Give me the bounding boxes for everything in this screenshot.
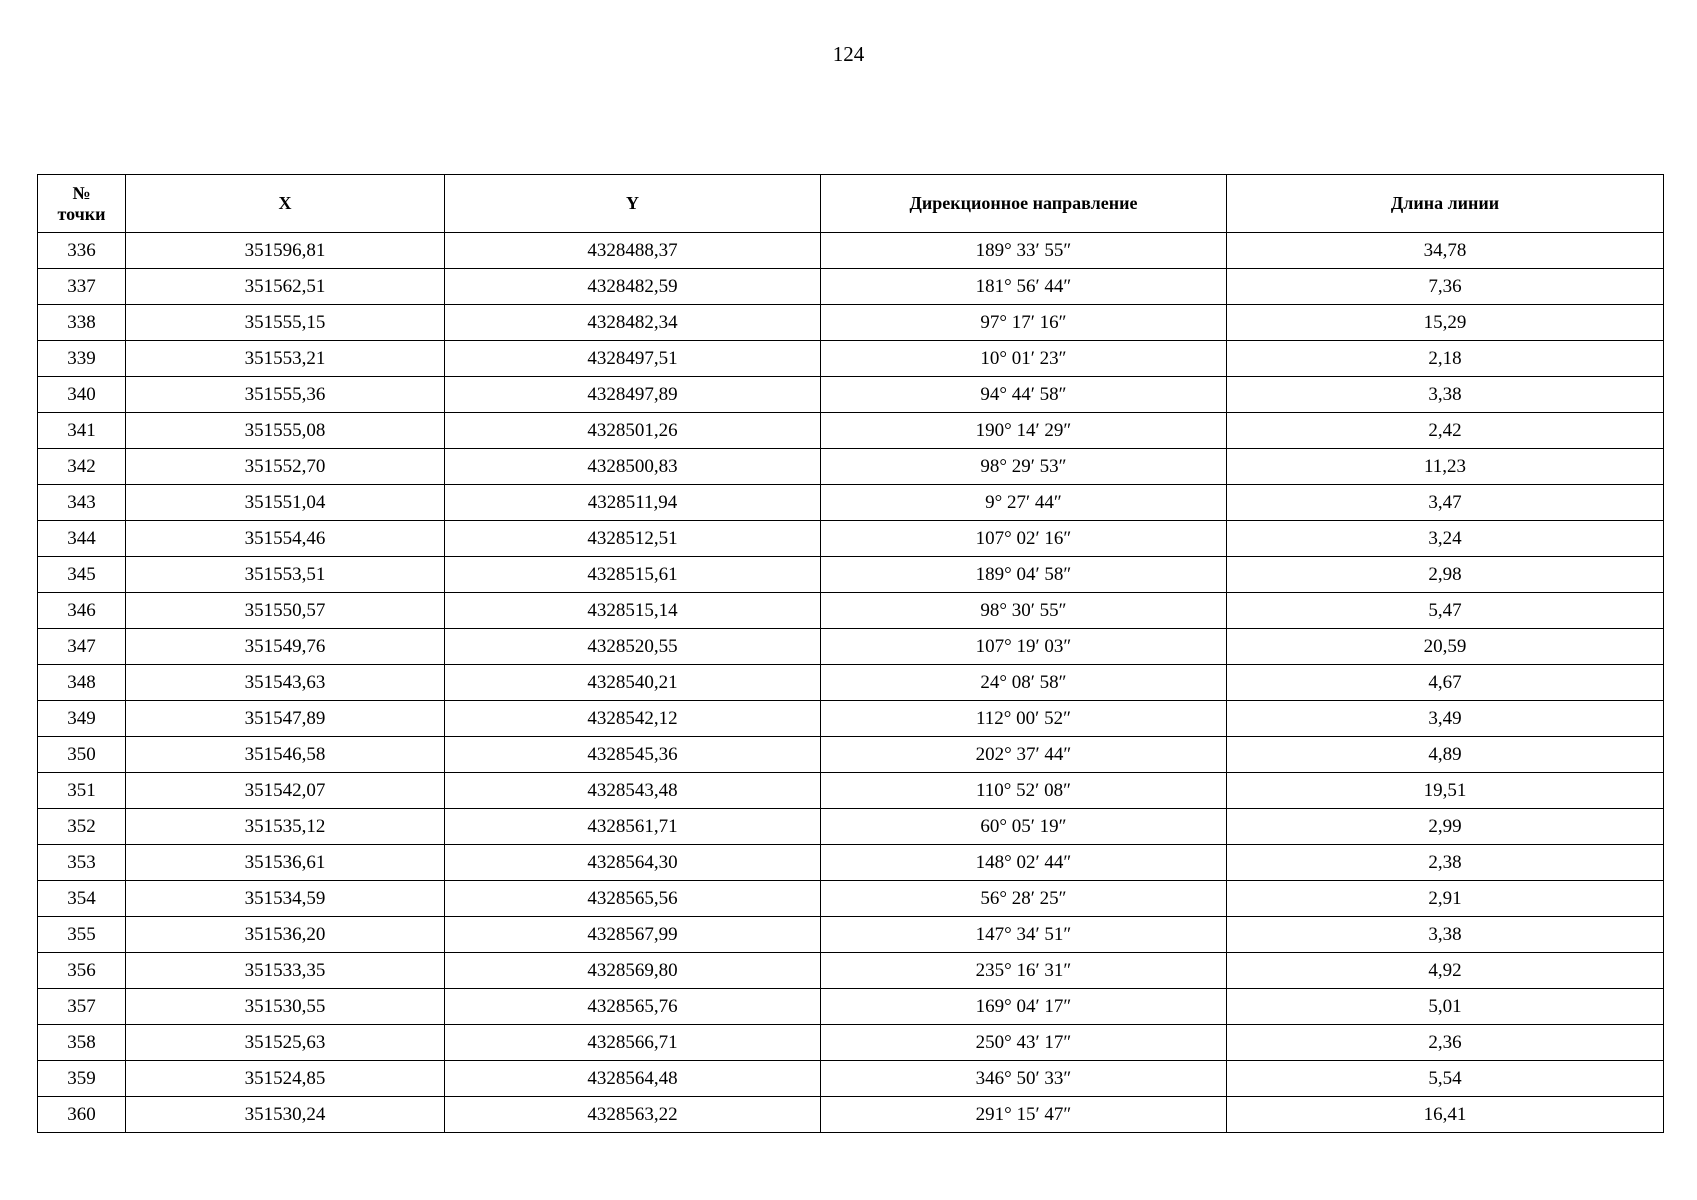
cell-x: 351555,08: [126, 413, 445, 449]
cell-point-number: 355: [38, 917, 126, 953]
cell-x: 351534,59: [126, 881, 445, 917]
cell-y: 4328501,26: [445, 413, 821, 449]
header-direction: Дирекционное направление: [821, 175, 1227, 233]
cell-x: 351555,36: [126, 377, 445, 413]
table-row: [38, 629, 1664, 665]
cell-y: 4328563,22: [445, 1097, 821, 1133]
table-row: [38, 917, 1664, 953]
table-row: [38, 449, 1664, 485]
cell-x: 351547,89: [126, 701, 445, 737]
cell-direction: 98° 29′ 53″: [821, 449, 1227, 485]
cell-x: 351530,55: [126, 989, 445, 1025]
table-row: [38, 233, 1664, 269]
cell-direction: 112° 00′ 52″: [821, 701, 1227, 737]
cell-x: 351530,24: [126, 1097, 445, 1133]
table-row: [38, 809, 1664, 845]
cell-point-number: 360: [38, 1097, 126, 1133]
cell-y: 4328497,89: [445, 377, 821, 413]
cell-length: 2,18: [1227, 341, 1664, 377]
cell-y: 4328540,21: [445, 665, 821, 701]
cell-x: 351542,07: [126, 773, 445, 809]
cell-point-number: 337: [38, 269, 126, 305]
cell-length: 2,98: [1227, 557, 1664, 593]
cell-direction: 94° 44′ 58″: [821, 377, 1227, 413]
cell-length: 2,91: [1227, 881, 1664, 917]
cell-x: 351562,51: [126, 269, 445, 305]
cell-point-number: 342: [38, 449, 126, 485]
cell-x: 351535,12: [126, 809, 445, 845]
cell-direction: 10° 01′ 23″: [821, 341, 1227, 377]
cell-length: 19,51: [1227, 773, 1664, 809]
cell-y: 4328500,83: [445, 449, 821, 485]
table-row: [38, 1061, 1664, 1097]
header-point-number: [38, 175, 126, 233]
cell-y: 4328543,48: [445, 773, 821, 809]
cell-y: 4328564,48: [445, 1061, 821, 1097]
table-row: [38, 521, 1664, 557]
table-row: [38, 377, 1664, 413]
cell-y: 4328566,71: [445, 1025, 821, 1061]
cell-length: 11,23: [1227, 449, 1664, 485]
cell-length: 15,29: [1227, 305, 1664, 341]
cell-length: 5,01: [1227, 989, 1664, 1025]
cell-y: 4328565,56: [445, 881, 821, 917]
cell-length: 7,36: [1227, 269, 1664, 305]
cell-point-number: 353: [38, 845, 126, 881]
cell-direction: 202° 37′ 44″: [821, 737, 1227, 773]
table-row: [38, 1097, 1664, 1133]
cell-length: 3,49: [1227, 701, 1664, 737]
cell-direction: 97° 17′ 16″: [821, 305, 1227, 341]
table-row: [38, 269, 1664, 305]
table-row: [38, 485, 1664, 521]
cell-length: 3,38: [1227, 917, 1664, 953]
cell-y: 4328564,30: [445, 845, 821, 881]
cell-y: 4328561,71: [445, 809, 821, 845]
cell-length: 2,38: [1227, 845, 1664, 881]
cell-y: 4328511,94: [445, 485, 821, 521]
cell-direction: 110° 52′ 08″: [821, 773, 1227, 809]
cell-x: 351533,35: [126, 953, 445, 989]
cell-y: 4328542,12: [445, 701, 821, 737]
cell-point-number: 349: [38, 701, 126, 737]
cell-x: 351554,46: [126, 521, 445, 557]
header-point-number-label: точки: [57, 203, 106, 224]
cell-length: 5,54: [1227, 1061, 1664, 1097]
cell-length: 4,89: [1227, 737, 1664, 773]
cell-y: 4328569,80: [445, 953, 821, 989]
cell-point-number: 339: [38, 341, 126, 377]
cell-direction: 250° 43′ 17″: [821, 1025, 1227, 1061]
cell-length: 5,47: [1227, 593, 1664, 629]
cell-x: 351555,15: [126, 305, 445, 341]
cell-length: 16,41: [1227, 1097, 1664, 1133]
cell-x: 351536,61: [126, 845, 445, 881]
cell-point-number: 345: [38, 557, 126, 593]
cell-direction: 9° 27′ 44″: [821, 485, 1227, 521]
cell-point-number: 348: [38, 665, 126, 701]
cell-direction: 60° 05′ 19″: [821, 809, 1227, 845]
table-body: [38, 233, 1664, 1133]
table-header: [38, 175, 1664, 233]
cell-point-number: 352: [38, 809, 126, 845]
header-point-number-symbol: №: [72, 182, 91, 203]
cell-x: 351524,85: [126, 1061, 445, 1097]
cell-y: 4328515,61: [445, 557, 821, 593]
table-row: [38, 557, 1664, 593]
cell-point-number: 351: [38, 773, 126, 809]
cell-point-number: 356: [38, 953, 126, 989]
cell-y: 4328512,51: [445, 521, 821, 557]
cell-length: 2,42: [1227, 413, 1664, 449]
table-row: [38, 1025, 1664, 1061]
table-row: [38, 845, 1664, 881]
cell-point-number: 338: [38, 305, 126, 341]
cell-point-number: 343: [38, 485, 126, 521]
cell-x: 351536,20: [126, 917, 445, 953]
cell-direction: 190° 14′ 29″: [821, 413, 1227, 449]
header-x: X: [126, 175, 445, 233]
header-y: Y: [445, 175, 821, 233]
table-row: [38, 773, 1664, 809]
cell-point-number: 358: [38, 1025, 126, 1061]
cell-length: 4,67: [1227, 665, 1664, 701]
cell-direction: 189° 33′ 55″: [821, 233, 1227, 269]
cell-x: 351551,04: [126, 485, 445, 521]
header-row: [38, 175, 1664, 233]
cell-y: 4328482,34: [445, 305, 821, 341]
cell-direction: 148° 02′ 44″: [821, 845, 1227, 881]
cell-y: 4328515,14: [445, 593, 821, 629]
cell-length: 3,24: [1227, 521, 1664, 557]
cell-point-number: 347: [38, 629, 126, 665]
cell-direction: 346° 50′ 33″: [821, 1061, 1227, 1097]
table-row: [38, 881, 1664, 917]
cell-point-number: 354: [38, 881, 126, 917]
table-row: [38, 953, 1664, 989]
cell-length: 3,38: [1227, 377, 1664, 413]
cell-direction: 291° 15′ 47″: [821, 1097, 1227, 1133]
page-number: 124: [832, 42, 865, 66]
cell-point-number: 341: [38, 413, 126, 449]
cell-y: 4328545,36: [445, 737, 821, 773]
cell-length: 4,92: [1227, 953, 1664, 989]
cell-x: 351546,58: [126, 737, 445, 773]
cell-point-number: 357: [38, 989, 126, 1025]
cell-x: 351552,70: [126, 449, 445, 485]
cell-x: 351596,81: [126, 233, 445, 269]
cell-direction: 189° 04′ 58″: [821, 557, 1227, 593]
table-row: [38, 737, 1664, 773]
cell-direction: 169° 04′ 17″: [821, 989, 1227, 1025]
table-row: [38, 593, 1664, 629]
header-length: Длина линии: [1227, 175, 1664, 233]
cell-x: 351553,51: [126, 557, 445, 593]
cell-direction: 107° 19′ 03″: [821, 629, 1227, 665]
cell-x: 351525,63: [126, 1025, 445, 1061]
cell-direction: 235° 16′ 31″: [821, 953, 1227, 989]
cell-length: 2,99: [1227, 809, 1664, 845]
coordinates-table: [37, 174, 1664, 1133]
table-row: [38, 665, 1664, 701]
cell-length: 2,36: [1227, 1025, 1664, 1061]
cell-y: 4328482,59: [445, 269, 821, 305]
cell-y: 4328565,76: [445, 989, 821, 1025]
cell-length: 3,47: [1227, 485, 1664, 521]
cell-point-number: 344: [38, 521, 126, 557]
cell-direction: 56° 28′ 25″: [821, 881, 1227, 917]
cell-length: 34,78: [1227, 233, 1664, 269]
cell-point-number: 359: [38, 1061, 126, 1097]
cell-x: 351550,57: [126, 593, 445, 629]
cell-x: 351543,63: [126, 665, 445, 701]
cell-y: 4328567,99: [445, 917, 821, 953]
cell-y: 4328488,37: [445, 233, 821, 269]
table-row: [38, 989, 1664, 1025]
table-row: [38, 305, 1664, 341]
cell-x: 351549,76: [126, 629, 445, 665]
table-row: [38, 341, 1664, 377]
cell-direction: 181° 56′ 44″: [821, 269, 1227, 305]
table-row: [38, 701, 1664, 737]
cell-point-number: 340: [38, 377, 126, 413]
cell-direction: 98° 30′ 55″: [821, 593, 1227, 629]
cell-point-number: 350: [38, 737, 126, 773]
cell-x: 351553,21: [126, 341, 445, 377]
cell-direction: 107° 02′ 16″: [821, 521, 1227, 557]
cell-point-number: 336: [38, 233, 126, 269]
cell-direction: 24° 08′ 58″: [821, 665, 1227, 701]
cell-y: 4328520,55: [445, 629, 821, 665]
table-row: [38, 413, 1664, 449]
cell-direction: 147° 34′ 51″: [821, 917, 1227, 953]
cell-length: 20,59: [1227, 629, 1664, 665]
cell-point-number: 346: [38, 593, 126, 629]
cell-y: 4328497,51: [445, 341, 821, 377]
